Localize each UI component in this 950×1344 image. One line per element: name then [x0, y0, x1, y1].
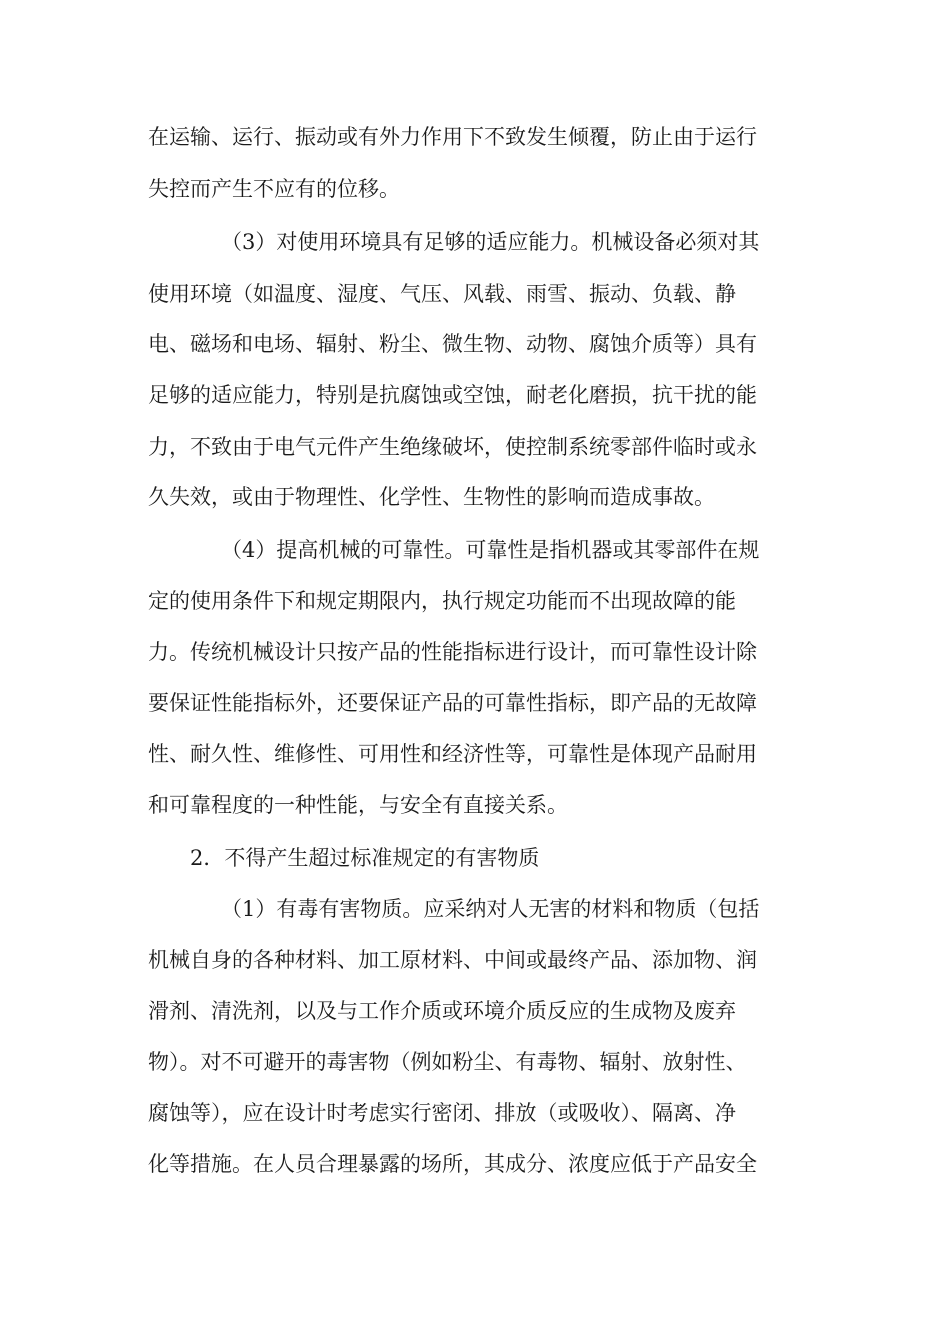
text-line: 和可靠程度的一种性能，与安全有直接关系。	[148, 793, 568, 817]
text-line: 力，不致由于电气元件产生绝缘破坏，使控制系统零部件临时或永	[148, 435, 757, 459]
text-line: 在运输、运行、振动或有外力作用下不致发生倾覆，防止由于运行	[148, 125, 757, 149]
text-line: 力。传统机械设计只按产品的性能指标进行设计，而可靠性设计除	[148, 640, 757, 664]
text-line: 要保证性能指标外，还要保证产品的可靠性指标，即产品的无故障	[148, 691, 757, 715]
text-line: 足够的适应能力，特别是抗腐蚀或空蚀，耐老化磨损，抗干扰的能	[148, 383, 757, 407]
text-line: 腐蚀等），应在设计时考虑实行密闭、排放（或吸收）、隔离、净	[148, 1101, 736, 1125]
text-line: 定的使用条件下和规定期限内，执行规定功能而不出现故障的能	[148, 589, 736, 613]
paragraph-start-line: （1）有毒有害物质。应采纳对人无害的材料和物质（包括	[221, 897, 760, 921]
paragraph-start-line: （4）提高机械的可靠性。可靠性是指机器或其零部件在规	[221, 538, 760, 562]
text-line: 电、磁场和电场、辐射、粉尘、微生物、动物、腐蚀介质等）具有	[148, 332, 757, 356]
text-line: 使用环境（如温度、湿度、气压、风载、雨雪、振动、负载、静	[148, 282, 736, 306]
text-line: 久失效，或由于物理性、化学性、生物性的影响而造成事故。	[148, 485, 715, 509]
text-line: 性、耐久性、维修性、可用性和经济性等，可靠性是体现产品耐用	[148, 742, 757, 766]
text-line: 滑剂、清洗剂，以及与工作介质或环境介质反应的生成物及废弃	[148, 999, 736, 1023]
text-line: 机械自身的各种材料、加工原材料、中间或最终产品、添加物、润	[148, 948, 757, 972]
text-line: 物）。对不可避开的毒害物（例如粉尘、有毒物、辐射、放射性、	[148, 1050, 747, 1074]
text-line: 失控而产生不应有的位移。	[148, 177, 400, 201]
text-line: 化等措施。在人员合理暴露的场所，其成分、浓度应低于产品安全	[148, 1152, 757, 1176]
paragraph-start-line: （3）对使用环境具有足够的适应能力。机械设备必须对其	[221, 230, 760, 254]
section-heading: 2．不得产生超过标准规定的有害物质	[190, 846, 540, 870]
